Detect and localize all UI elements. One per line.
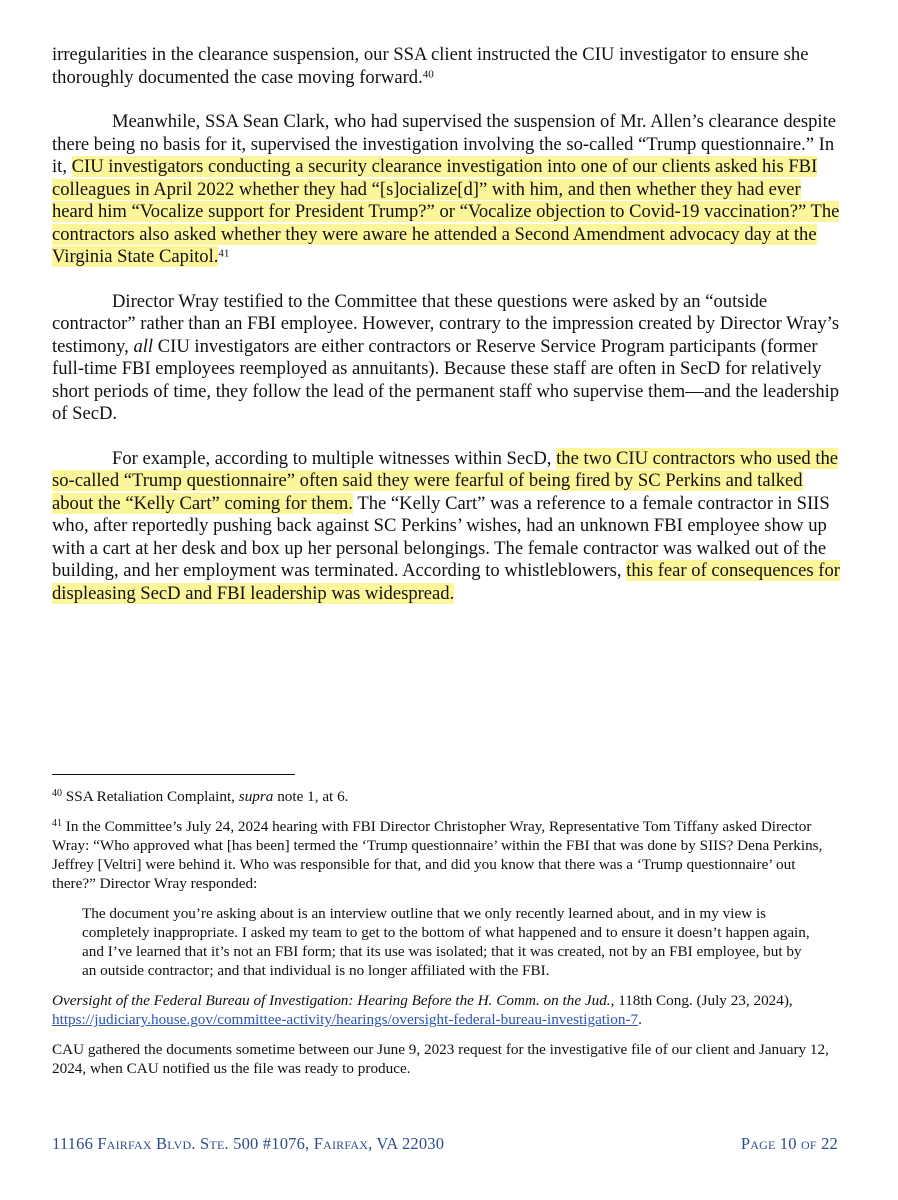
highlighted-text: this fear of consequences for displeasing SecD and FBI leadership was widespread. <box>52 560 840 604</box>
footnote-41: $^{41}$ In the Committee’s July 24, 2024 hearing with FBI Director Christopher Wray, Representative Tom Tiffany asked Director Wray: “Who approved what [has been] termed the ‘Trump questionnaire’ within the FBI that was done by SIIS? Dena Perkins, Jeffrey [Veltri] were behind it. Who was responsible for that, and did you know that there was a ‘Trump questionnaire’ out there?” Director Wray responded: <box>52 818 823 892</box>
highlighted-text: the two CIU contractors who used the so-called “Trump questionnaire” often said they were fearful of being fired by SC Perkins and talked about the “Kelly Cart” coming for them. <box>52 447 839 514</box>
footnote-ref-40[interactable]: 40 <box>422 68 434 80</box>
paragraph-4: For example, according to multiple witnesses within SecD, the two CIU contractors who used the so-called “Trump questionnaire” often said they were fearful of being fired by SC Perkins and talked about the “Kelly Cart” coming for them. The “Kelly Cart” was a reference to a female contractor in SIIS who, after reportedly pushing back against SC Perkins’ wishes, had an unknown FBI employee show up with a cart at her desk and box up her personal belongings. The female contractor was walked out of the building, and her employment was terminated. According to whistleblowers, this fear of consequences for displeasing SecD and FBI leadership was widespread. <box>52 447 840 604</box>
emphasis-all: all <box>133 335 154 357</box>
citation: Oversight of the Federal Bureau of Investigation: Hearing Before the H. Comm. on the Jud., 118th Cong. (July 23, 2024), https://judiciary.house.gov/committee-activity/hearings/oversight-federal-bureau-investigation-7. <box>52 992 793 1028</box>
hearing-link[interactable]: https://judiciary.house.gov/committee-activity/hearings/oversight-federal-bureau-investigation-7 <box>52 1011 639 1028</box>
footnotes-section <box>52 787 842 1089</box>
block-quote: The document you’re asking about is an interview outline that we only recently learned about, and in my view is completely inappropriate. I asked my team to get to the bottom of what happened and to ensure it doesn’t happen again, and I’ve learned that it’s not an FBI form; that its use was isolated; that it was created, not by an FBI employee, but by an outside contractor; and that individual is no longer affiliated with the FBI. <box>82 905 810 979</box>
footer-address: 11166 Fairfax Blvd. Ste. 500 #1076, Fairfax, VA 22030 <box>52 1134 445 1153</box>
paragraph-1: irregularities in the clearance suspension, our SSA client instructed the CIU investigator to ensure she thoroughly documented the case moving forward.$^{40}$ <box>52 44 809 88</box>
page-number: Page 10 of 22 <box>740 1134 838 1153</box>
footnote-ref-41[interactable]: 41 <box>218 247 230 260</box>
footnote-closing: CAU gathered the documents sometime between our June 9, 2023 request for the investigative file of our client and January 12, 2024, when CAU notified us the file was ready to produce. <box>52 1041 829 1077</box>
document-body <box>52 44 842 627</box>
page-footer <box>52 1134 838 1154</box>
footnote-40: $^{40}$ SSA Retaliation Complaint, supra note 1, at 6. <box>52 788 349 805</box>
footnote-divider <box>52 774 295 775</box>
paragraph-2: Meanwhile, SSA Sean Clark, who had supervised the suspension of Mr. Allen’s clearance despite there being no basis for it, supervised the investigation involving the so-called “Trump questionnaire.” In it, CIU investigators conducting a security clearance investigation into one of our clients asked his FBI colleagues in April 2022 whether they had “[s]ocialize[d]” with him, and then whether they had ever heard him “Vocalize support for President Trump?” or “Vocalize objection to Covid-19 vaccination?” The contractors also asked whether they were aware he attended a Second Amendment advocacy day at the Virginia State Capitol.$^{41}$ <box>52 111 840 267</box>
paragraph-3: Director Wray testified to the Committee that these questions were asked by an “outside contractor” rather than an FBI employee. However, contrary to the impression created by Director Wray’s testimony, all CIU investigators are either contractors or Reserve Service Program participants (former full-time FBI employees reemployed as annuitants). Because these staff are often in SecD for relatively short periods of time, they follow the lead of the permanent staff who supervise them—and the leadership of SecD. <box>52 290 840 424</box>
highlighted-text: CIU investigators conducting a security clearance investigation into one of our clients asked his FBI colleagues in April 2022 whether they had “[s]ocialize[d]” with him, and then whether they had ever heard him “Vocalize support for President Trump?” or “Vocalize objection to Covid-19 vaccination?” The contractors also asked whether they were aware he attended a Second Amendment advocacy day at the Virginia State Capitol. <box>52 156 840 267</box>
